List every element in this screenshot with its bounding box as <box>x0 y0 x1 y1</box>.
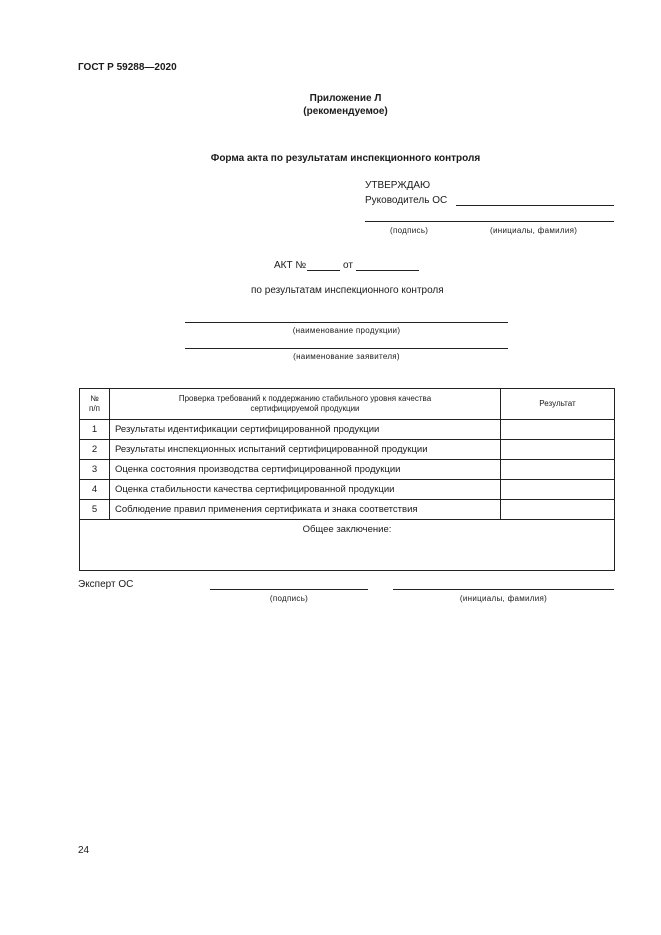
row-text: Оценка стабильности качества сертифицированной продукции <box>110 480 501 500</box>
row-num: 4 <box>80 480 110 500</box>
page-number: 24 <box>78 845 90 856</box>
approval-signature-line <box>365 221 614 222</box>
table-row <box>80 460 615 480</box>
form-title: Форма акта по результатам инспекционного контроля <box>210 153 481 164</box>
row-result <box>501 420 615 440</box>
standard-code: ГОСТ Р 59288—2020 <box>78 62 177 73</box>
approval-head-line <box>456 205 614 206</box>
table-row <box>80 420 615 440</box>
act-date-label: от <box>343 260 353 271</box>
row-text: Результаты идентификации сертифицированной продукции <box>110 420 501 440</box>
appendix-title: Приложение Л <box>309 93 382 104</box>
row-text: Результаты инспекционных испытаний сертифицированной продукции <box>110 440 501 460</box>
approval-head: Руководитель ОС <box>365 195 448 206</box>
conclusion-row <box>80 520 615 571</box>
header-check: Проверка требований к поддержанию стабильного уровня качества сертифицируемой продукции <box>110 389 501 420</box>
applicant-line <box>185 348 508 349</box>
row-result <box>501 460 615 480</box>
row-num: 1 <box>80 420 110 440</box>
row-result <box>501 480 615 500</box>
expert-signature-caption: (подпись) <box>269 594 309 603</box>
expert-label: Эксперт ОС <box>78 579 134 590</box>
approval-name-caption: (инициалы, фамилия) <box>490 226 578 235</box>
table-row <box>80 480 615 500</box>
table-header-row <box>80 389 615 420</box>
row-text: Оценка состояния производства сертифицированной продукции <box>110 460 501 480</box>
conclusion-cell: Общее заключение: <box>80 520 615 571</box>
approval-approve: УТВЕРЖДАЮ <box>365 180 431 191</box>
act-subtitle: по результатам инспекционного контроля <box>251 285 444 296</box>
row-num: 2 <box>80 440 110 460</box>
applicant-caption: (наименование заявителя) <box>293 352 400 361</box>
table-row <box>80 440 615 460</box>
act-number-label: АКТ № <box>274 260 307 271</box>
expert-name-caption: (инициалы, фамилия) <box>459 594 548 603</box>
act-number-line <box>307 270 340 271</box>
table-row <box>80 500 615 520</box>
approval-signature-caption: (подпись) <box>390 226 429 235</box>
header-num: № п/п <box>80 389 110 420</box>
act-date-line <box>356 270 419 271</box>
row-result <box>501 440 615 460</box>
expert-name-line <box>393 589 614 590</box>
header-result: Результат <box>501 389 615 420</box>
product-caption: (наименование продукции) <box>292 326 401 335</box>
row-num: 5 <box>80 500 110 520</box>
expert-signature-line <box>210 589 368 590</box>
inspection-table <box>79 388 615 571</box>
appendix-status: (рекомендуемое) <box>303 106 388 117</box>
row-text: Соблюдение правил применения сертификата и знака соответствия <box>110 500 501 520</box>
product-line <box>185 322 508 323</box>
row-result <box>501 500 615 520</box>
row-num: 3 <box>80 460 110 480</box>
